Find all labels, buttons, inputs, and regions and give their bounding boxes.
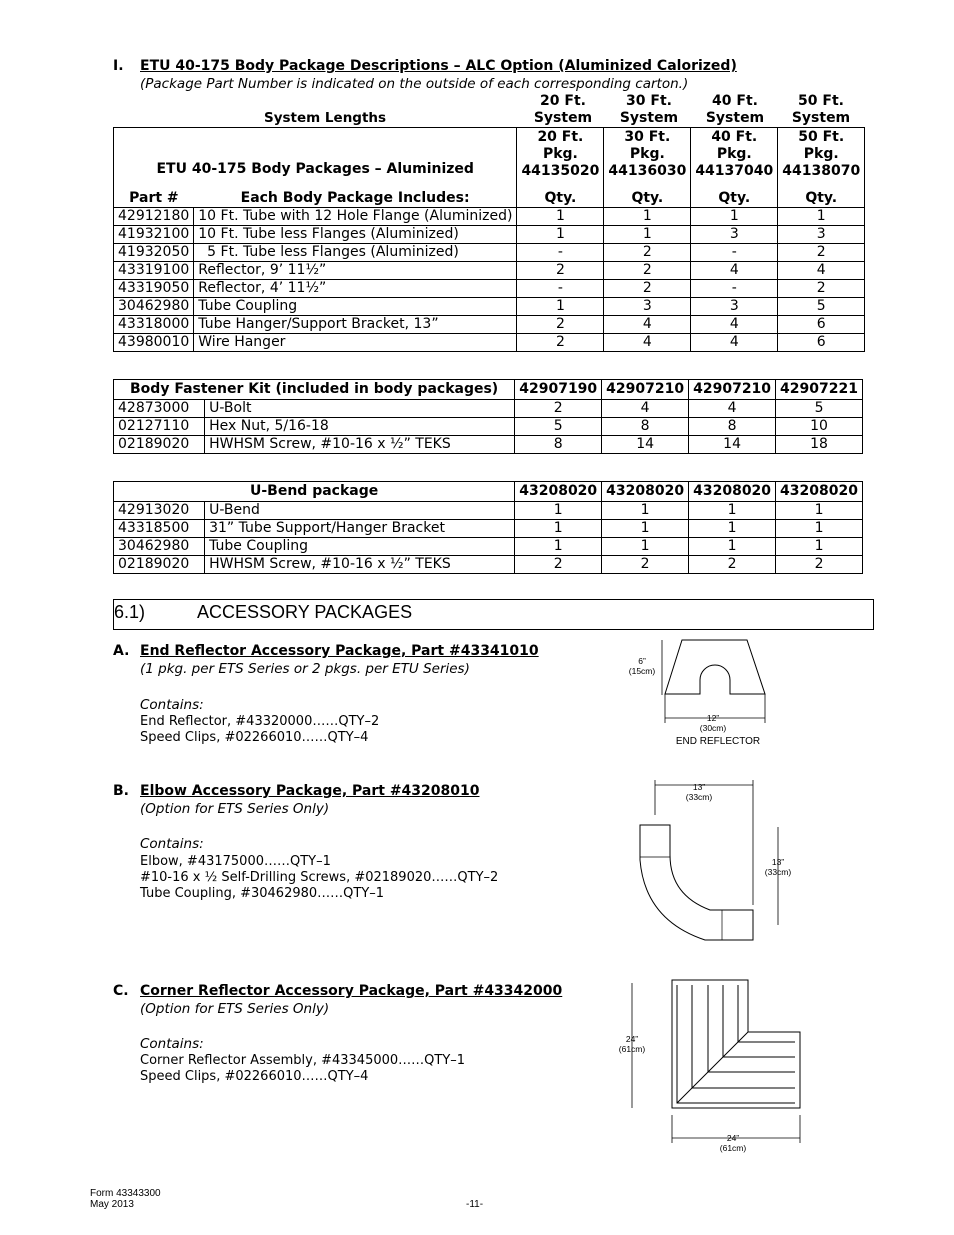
part-number: 02127110 [114,418,205,436]
pkg-20: 20 Ft. Pkg. 44135020 [517,128,604,180]
table-row [114,400,863,418]
section-title: ACCESSORY PACKAGES [197,602,413,622]
table-row [114,208,865,226]
quantity: 1 [691,208,778,226]
part-number: 43319050 [114,280,194,298]
quantity: 4 [604,334,691,352]
contains-item: Speed Clips, #02266010……QTY–4 [140,730,369,745]
part-number: 42912180 [114,208,194,226]
kit-number: 43208020 [689,482,776,502]
acc-note: (1 pkg. per ETS Series or 2 pkgs. per ETU Series) [140,661,470,677]
part-number: 30462980 [114,538,205,556]
kit-number: 43208020 [515,482,602,502]
part-number: 02189020 [114,556,205,574]
quantity: 8 [515,436,602,454]
acc-letter: B. [113,783,129,799]
part-number: 43980010 [114,334,194,352]
pkg-30: 30 Ft. Pkg. 44136030 [604,128,691,180]
quantity: 14 [602,436,689,454]
part-description: Hex Nut, 5/16-18 [205,418,515,436]
part-description: Reflector, 9’ 11½” [194,262,517,280]
system-30: 30 Ft. System [619,93,679,126]
part-number: 41932050 [114,244,194,262]
col-desc-header: Each Body Package Includes: [194,180,517,208]
table-row [114,538,863,556]
part-number: 30462980 [114,298,194,316]
elbow-outline-icon [640,825,753,940]
kit-number: 43208020 [776,482,863,502]
quantity: 2 [515,400,602,418]
quantity: 2 [515,556,602,574]
quantity: 18 [776,436,863,454]
table-row [114,298,865,316]
contains-item: #10-16 x ½ Self-Drilling Screws, #02189020……QTY–2 [140,870,499,885]
quantity: - [691,244,778,262]
part-description: HWHSM Screw, #10-16 x ½” TEKS [205,436,515,454]
section-number: I. [113,58,124,74]
part-number: 02189020 [114,436,205,454]
quantity: 1 [778,208,865,226]
acc-letter: A. [113,643,130,659]
part-description: 31” Tube Support/Hanger Bracket [205,520,515,538]
quantity: 1 [689,520,776,538]
contains-item: Tube Coupling, #30462980……QTY–1 [140,886,385,901]
contains-label: Contains: [140,836,204,852]
table-row [114,316,865,334]
col-qty-header: Qty. [604,180,691,208]
acc-letter: C. [113,983,129,999]
kit-number: 42907190 [515,380,602,400]
quantity: 6 [778,316,865,334]
kit-number: 42907221 [776,380,863,400]
reflector-outline-icon [665,640,765,694]
table-row [114,556,863,574]
part-description: Tube Coupling [194,298,517,316]
dim-label: 24” (61cm) [719,1133,747,1153]
quantity: 4 [604,316,691,334]
kit-number: 42907210 [689,380,776,400]
quantity: - [517,280,604,298]
acc-note: (Option for ETS Series Only) [140,1001,330,1017]
fastener-table-title: Body Fastener Kit (included in body packages) [114,380,515,400]
figure-caption: END REFLECTOR [675,736,761,747]
accessory-section-header [113,599,874,630]
quantity: 1 [689,538,776,556]
quantity: 2 [778,244,865,262]
pkg-50: 50 Ft. Pkg. 44138070 [778,128,865,180]
quantity: 2 [689,556,776,574]
quantity: 3 [691,226,778,244]
part-description: U-Bend [205,502,515,520]
quantity: 8 [689,418,776,436]
quantity: 1 [689,502,776,520]
table-row [114,244,865,262]
quantity: 1 [604,208,691,226]
part-number: 43318000 [114,316,194,334]
table-row [114,334,865,352]
quantity: 6 [778,334,865,352]
dim-label: 13” (33cm) [685,782,713,802]
quantity: 4 [691,316,778,334]
quantity: 2 [517,262,604,280]
dim-label: 24” (61cm) [618,1034,646,1054]
quantity: 5 [776,400,863,418]
body-table-title: ETU 40-175 Body Packages – Aluminized [114,128,517,180]
quantity: 3 [778,226,865,244]
part-number: 42873000 [114,400,205,418]
part-description: Tube Coupling [205,538,515,556]
quantity: 1 [515,520,602,538]
table-row [114,436,863,454]
kit-number: 42907210 [602,380,689,400]
quantity: 1 [776,502,863,520]
quantity: - [517,244,604,262]
quantity: - [691,280,778,298]
system-40: 40 Ft. System [705,93,765,126]
part-description: Reflector, 4’ 11½” [194,280,517,298]
contains-item: Speed Clips, #02266010……QTY–4 [140,1069,369,1084]
quantity: 1 [602,502,689,520]
table-row [114,226,865,244]
col-qty-header: Qty. [691,180,778,208]
part-description: 10 Ft. Tube with 12 Hole Flange (Aluminized) [194,208,517,226]
quantity: 2 [776,556,863,574]
quantity: 1 [515,538,602,556]
quantity: 3 [691,298,778,316]
quantity: 14 [689,436,776,454]
quantity: 1 [517,208,604,226]
table-row [114,280,865,298]
quantity: 1 [776,520,863,538]
dim-label: 13” (33cm) [764,857,792,877]
quantity: 1 [602,520,689,538]
quantity: 2 [517,334,604,352]
part-description: 5 Ft. Tube less Flanges (Aluminized) [194,244,517,262]
quantity: 3 [604,298,691,316]
quantity: 1 [602,538,689,556]
quantity: 5 [778,298,865,316]
contains-item: Elbow, #43175000……QTY–1 [140,854,331,869]
part-description: Tube Hanger/Support Bracket, 13” [194,316,517,334]
col-qty-header: Qty. [517,180,604,208]
ubend-table [113,481,863,574]
quantity: 4 [691,262,778,280]
acc-title: Corner Reflector Accessory Package, Part #43342000 [140,983,563,999]
acc-title: Elbow Accessory Package, Part #43208010 [140,783,480,799]
section-number: 6.1) [114,602,146,622]
page-number: -11- [466,1199,484,1210]
dim-label: 12” (30cm) [699,713,727,733]
body-packages-table [113,127,865,352]
part-description: Wire Hanger [194,334,517,352]
ubend-table-title: U-Bend package [114,482,515,502]
quantity: 2 [602,556,689,574]
contains-item: End Reflector, #43320000……QTY–2 [140,714,380,729]
col-qty-header: Qty. [778,180,865,208]
part-description: HWHSM Screw, #10-16 x ½” TEKS [205,556,515,574]
form-date: May 2013 [90,1199,134,1210]
system-20: 20 Ft. System [533,93,593,126]
part-description: U-Bolt [205,400,515,418]
pkg-40: 40 Ft. Pkg. 44137040 [691,128,778,180]
form-number: Form 43343300 [90,1188,161,1199]
part-number: 41932100 [114,226,194,244]
quantity: 2 [517,316,604,334]
corner-reflector-figure [620,975,810,1155]
quantity: 2 [604,280,691,298]
quantity: 4 [602,400,689,418]
quantity: 2 [604,262,691,280]
part-number: 43319100 [114,262,194,280]
quantity: 2 [604,244,691,262]
quantity: 4 [778,262,865,280]
table-row [114,502,863,520]
kit-number: 43208020 [602,482,689,502]
col-part-header: Part # [114,180,194,208]
quantity: 4 [691,334,778,352]
corner-outline-icon [672,980,800,1108]
quantity: 1 [776,538,863,556]
contains-item: Corner Reflector Assembly, #43345000……QTY–1 [140,1053,466,1068]
system-lengths-label: System Lengths [264,110,387,126]
quantity: 10 [776,418,863,436]
quantity: 2 [778,280,865,298]
contains-label: Contains: [140,697,204,713]
dim-label: 6” (15cm) [628,656,656,676]
quantity: 1 [517,226,604,244]
section-title: ETU 40-175 Body Package Descriptions – ALC Option (Aluminized Calorized) [140,58,737,74]
table-row [114,520,863,538]
part-number: 42913020 [114,502,205,520]
quantity: 1 [604,226,691,244]
quantity: 4 [689,400,776,418]
quantity: 8 [602,418,689,436]
table-row [114,418,863,436]
section-subtitle: (Package Part Number is indicated on the outside of each corresponding carton.) [140,76,689,92]
part-number: 43318500 [114,520,205,538]
fastener-kit-table [113,379,863,454]
acc-title: End Reflector Accessory Package, Part #43341010 [140,643,539,659]
system-50: 50 Ft. System [791,93,851,126]
table-row [114,262,865,280]
quantity: 1 [515,502,602,520]
quantity: 5 [515,418,602,436]
quantity: 1 [517,298,604,316]
contains-label: Contains: [140,1036,204,1052]
part-description: 10 Ft. Tube less Flanges (Aluminized) [194,226,517,244]
acc-note: (Option for ETS Series Only) [140,801,330,817]
